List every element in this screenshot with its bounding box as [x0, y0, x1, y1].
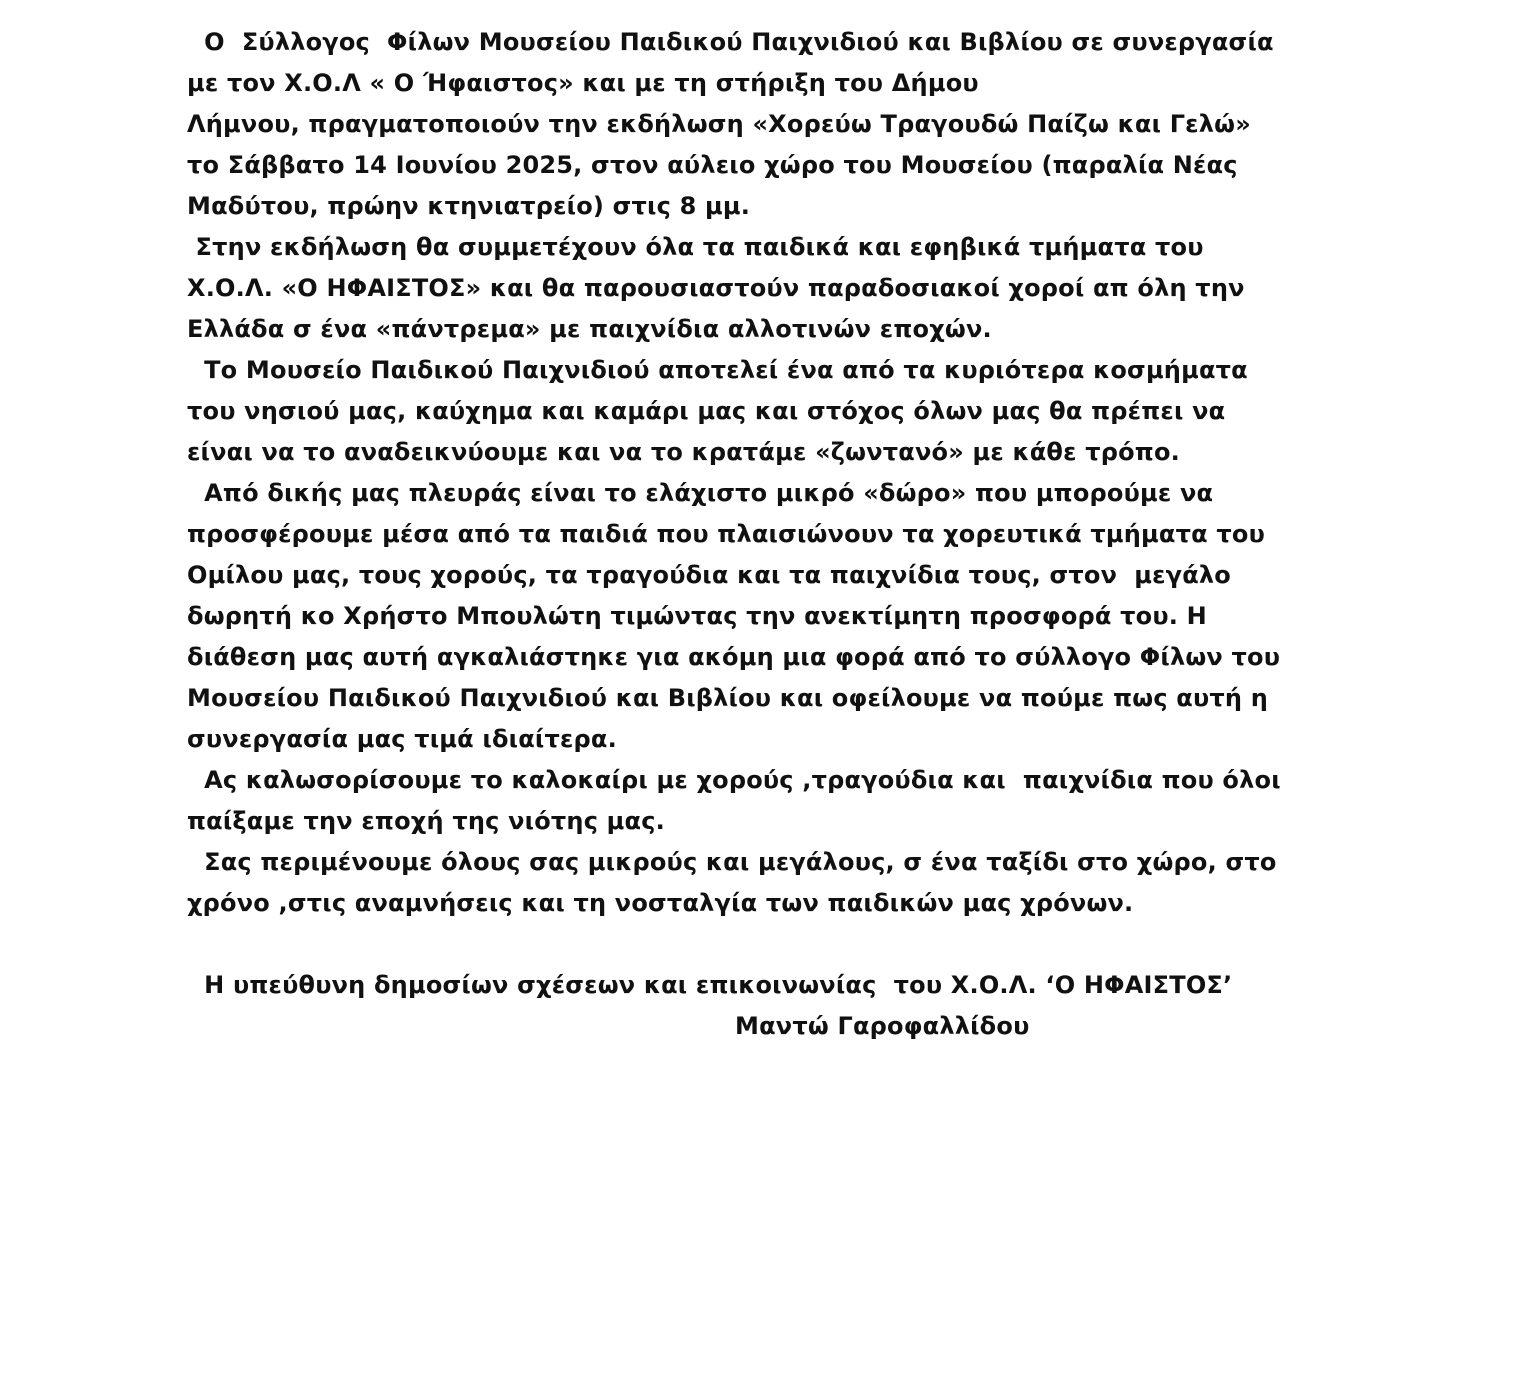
- text-line-11: είναι να το αναδεικνύουμε και να το κρατάμε «ζωντανό» με κάθε τρόπο.: [187, 438, 1180, 466]
- text-line-20: παίξαμε την εποχή της νιότης μας.: [187, 807, 665, 835]
- text-line-7: Χ.Ο.Λ. «Ο ΗΦΑΙΣΤΟΣ» και θα παρουσιαστούν παραδοσιακοί χοροί απ όλη την: [187, 274, 1245, 302]
- text-line-16: διάθεση μας αυτή αγκαλιάστηκε για ακόμη μια φορά από το σύλλογο Φίλων του: [187, 643, 1281, 671]
- text-line-13: προσφέρουμε μέσα από τα παιδιά που πλαισιώνουν τα χορευτικά τμήματα του: [187, 520, 1265, 548]
- text-line-18: συνεργασία μας τιμά ιδιαίτερα.: [187, 725, 617, 753]
- text-line-3: Λήμνου, πραγματοποιούν την εκδήλωση «Χορεύω Τραγουδώ Παίζω και Γελώ»: [187, 110, 1251, 138]
- text-line-4: το Σάββατο 14 Ιουνίου 2025, στον αύλειο χώρο του Μουσείου (παραλία Νέας: [187, 151, 1238, 179]
- text-line-10: του νησιού μας, καύχημα και καμάρι μας και στόχος όλων μας θα πρέπει να: [187, 397, 1226, 425]
- text-line-8: Ελλάδα σ ένα «πάντρεμα» με παιχνίδια αλλοτινών εποχών.: [187, 315, 992, 343]
- text-line-1: Ο Σύλλογος Φίλων Μουσείου Παιδικού Παιχνιδιού και Βιβλίου σε συνεργασία: [187, 28, 1274, 56]
- text-line-21: Σας περιμένουμε όλους σας μικρούς και μεγάλους, σ ένα ταξίδι στο χώρο, στο: [187, 848, 1277, 876]
- text-line-5: Μαδύτου, πρώην κτηνιατρείο) στις 8 μμ.: [187, 192, 751, 220]
- text-line-14: Ομίλου μας, τους χορούς, τα τραγούδια και τα παιχνίδια τους, στον μεγάλο: [187, 561, 1231, 589]
- text-line-2: με τον Χ.Ο.Λ « Ο Ήφαιστος» και με τη στήριξη του Δήμου: [187, 69, 979, 97]
- signature-role: Η υπεύθυνη δημοσίων σχέσεων και επικοινωνίας του Χ.Ο.Λ. ‘Ο ΗΦΑΙΣΤΟΣ’: [187, 971, 1233, 999]
- signature-name: Μαντώ Γαροφαλλίδου: [735, 1012, 1030, 1040]
- document-body: [187, 22, 1297, 1047]
- text-line-12: Από δικής μας πλευράς είναι το ελάχιστο μικρό «δώρο» που μπορούμε να: [187, 479, 1214, 507]
- text-line-15: δωρητή κο Χρήστο Μπουλώτη τιμώντας την ανεκτίμητη προσφορά του. Η: [187, 602, 1207, 630]
- text-line-17: Μουσείου Παιδικού Παιχνιδιού και Βιβλίου και οφείλουμε να πούμε πως αυτή η: [187, 684, 1269, 712]
- text-line-6: Στην εκδήλωση θα συμμετέχουν όλα τα παιδικά και εφηβικά τμήματα του: [187, 233, 1204, 261]
- text-line-22: χρόνο ,στις αναμνήσεις και τη νοσταλγία των παιδικών μας χρόνων.: [187, 889, 1134, 917]
- text-line-19: Ας καλωσορίσουμε το καλοκαίρι με χορούς ,τραγούδια και παιχνίδια που όλοι: [187, 766, 1281, 794]
- text-line-9: Το Μουσείο Παιδικού Παιχνιδιού αποτελεί ένα από τα κυριότερα κοσμήματα: [187, 356, 1248, 384]
- spacer: [187, 924, 1297, 965]
